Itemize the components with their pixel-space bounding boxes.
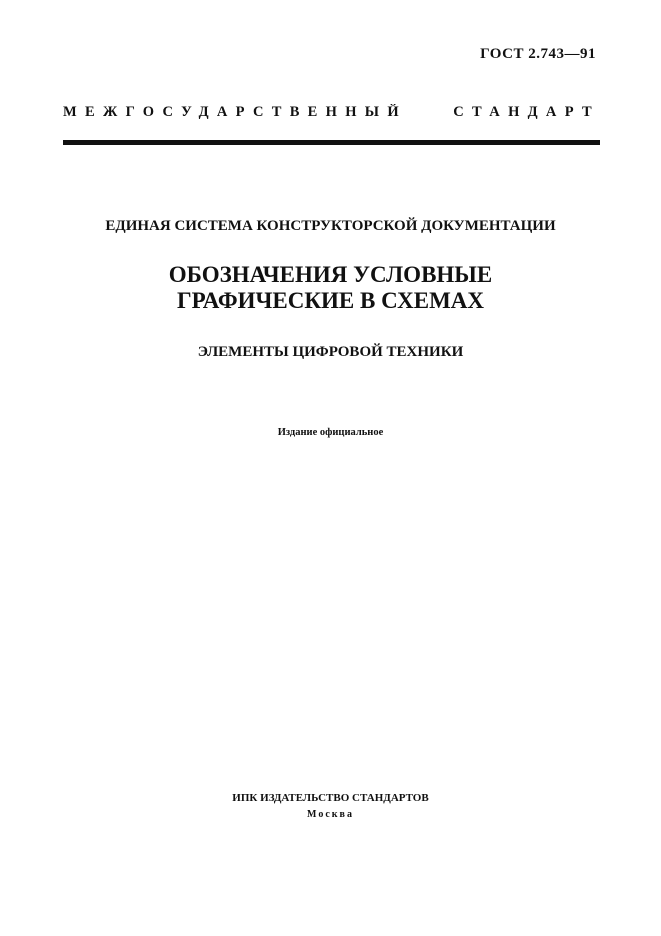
- main-title-line-1: ОБОЗНАЧЕНИЯ УСЛОВНЫЕ: [168, 262, 493, 287]
- publisher-name: ИПК ИЗДАТЕЛЬСТВО СТАНДАРТОВ: [232, 792, 429, 804]
- standard-number: ГОСТ 2.743—91: [480, 46, 596, 62]
- main-title-line-2: ГРАФИЧЕСКИЕ В СХЕМАХ: [176, 288, 485, 313]
- header-divider: [63, 140, 600, 145]
- standard-type-heading: МЕЖГОСУДАРСТВЕННЫЙ СТАНДАРТ: [63, 104, 600, 120]
- system-title: ЕДИНАЯ СИСТЕМА КОНСТРУКТОРСКОЙ ДОКУМЕНТАЦИИ: [105, 218, 556, 234]
- subtitle: ЭЛЕМЕНТЫ ЦИФРОВОЙ ТЕХНИКИ: [197, 344, 464, 360]
- main-title: [0, 262, 661, 314]
- edition-note: Издание официальное: [277, 427, 384, 438]
- publication-city: Москва: [307, 809, 354, 820]
